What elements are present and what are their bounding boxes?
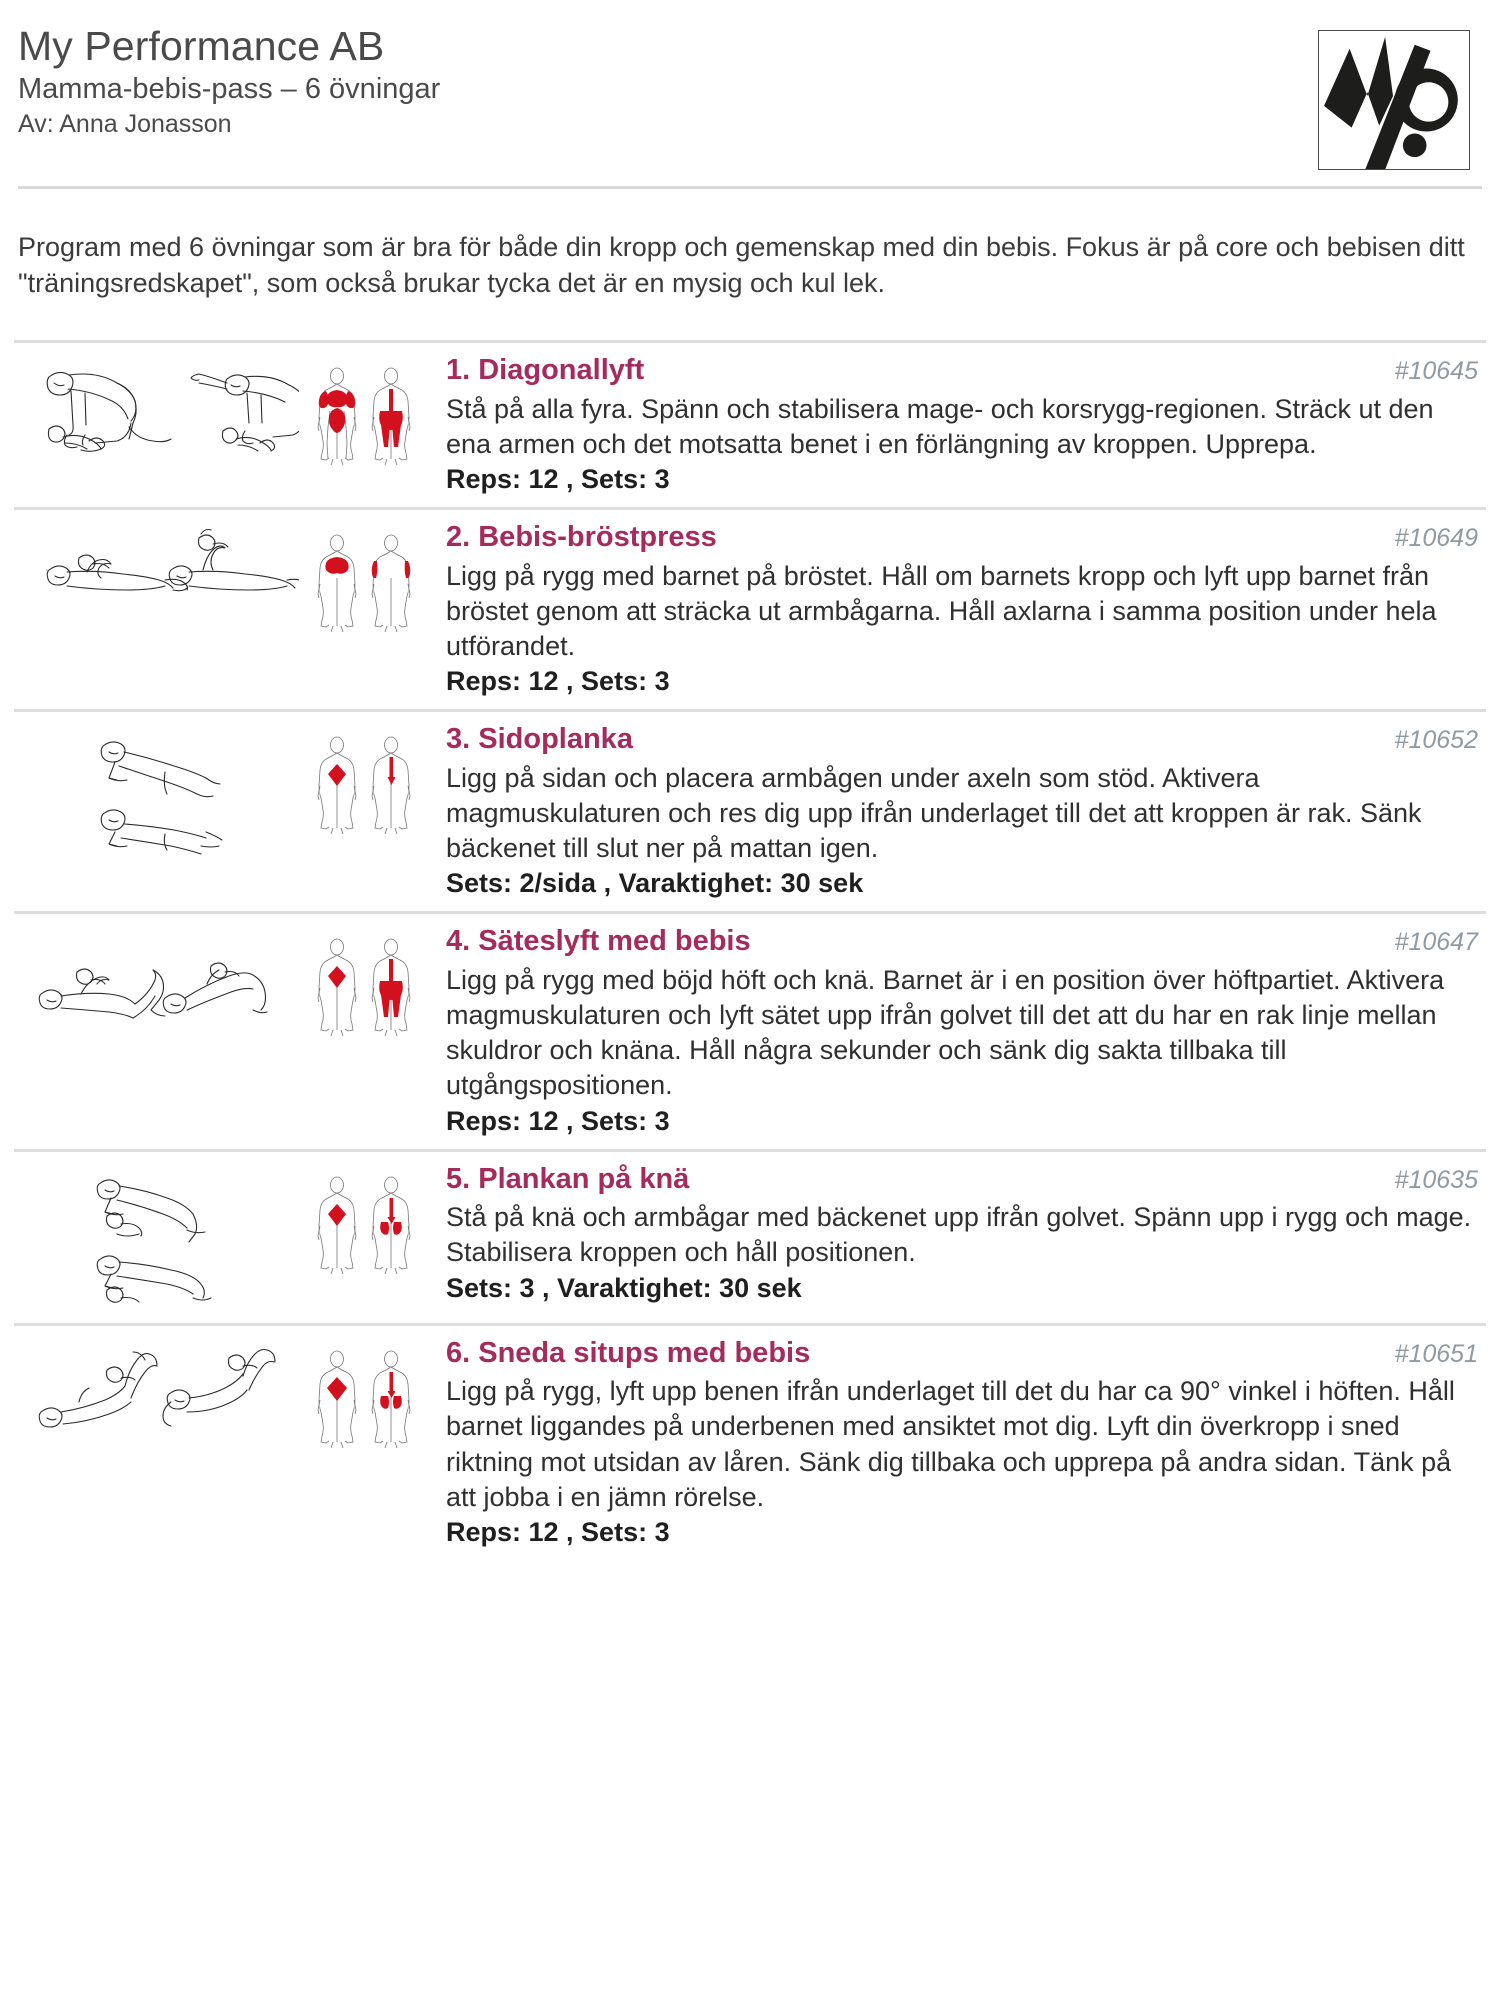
exercise-content bbox=[424, 924, 1486, 1136]
company-title: My Performance AB bbox=[18, 23, 385, 69]
exercise-figure-1 bbox=[14, 353, 304, 462]
exercise-figure-2 bbox=[14, 520, 304, 624]
exercise-meta: Reps: 12 , Sets: 3 bbox=[446, 1105, 670, 1136]
exercise-description: Ligg på rygg med barnet på bröstet. Håll om barnets kropp och lyft upp barnet från bröstet genom att sträcka ut armbågarna. Håll axlarna i samma position under hela utförandet. bbox=[446, 561, 1437, 662]
exercise-description: Ligg på rygg, lyft upp benen ifrån underlaget till det du har ca 90° vinkel i höften. Håll barnet liggandes på underbenen med ansiktet mot dig. Lyft din överkropp i sned riktning mot utsidan av låren. Sänk dig tillbaka och upprepa på andra sidan. Tänk på att jobba i en jämn rörelse. bbox=[446, 1376, 1455, 1512]
exercise-title: 3. Sidoplanka bbox=[446, 723, 633, 756]
exercise-title: 1. Diagonallyft bbox=[446, 354, 645, 387]
exercise-content bbox=[424, 722, 1486, 899]
exercise-figure-4 bbox=[14, 924, 304, 1038]
exercise-meta: Reps: 12 , Sets: 3 bbox=[446, 666, 670, 697]
exercise-list bbox=[14, 340, 1486, 1559]
exercise-description: Ligg på rygg med böjd höft och knä. Barnet är i en position över höftpartiet. Aktivera magmuskulaturen och lyft sätet upp ifrån golvet till det att du har en rak linje mellan skuldror och knäna. Håll några sekunder och sänk dig sakta tillbaka till utgångspositionen. bbox=[446, 965, 1445, 1101]
exercise-id: #10649 bbox=[1394, 524, 1478, 553]
my-monogram-icon bbox=[1319, 31, 1469, 169]
program-author: Av: Anna Jonasson bbox=[18, 109, 232, 138]
program-subtitle: Mamma-bebis-pass – 6 övningar bbox=[18, 72, 441, 105]
muscle-map-icon bbox=[309, 732, 419, 837]
exercise-content bbox=[424, 353, 1486, 495]
muscle-map-icon bbox=[309, 363, 419, 468]
company-logo bbox=[1318, 30, 1470, 170]
muscle-diagram-4 bbox=[304, 924, 424, 1039]
header-divider bbox=[18, 186, 1482, 189]
exercise-description: Stå på knä och armbågar med bäckenet upp ifrån golvet. Spänn upp i rygg och mage. Stabilisera kroppen och håll positionen. bbox=[446, 1202, 1472, 1268]
exercise-row bbox=[14, 1149, 1486, 1323]
muscle-map-icon bbox=[309, 530, 419, 635]
exercise-header bbox=[446, 1336, 1478, 1371]
exercise-description: Ligg på sidan och placera armbågen under axeln som stöd. Aktivera magmuskulaturen och res dig upp ifrån underlaget till det att kroppen är rak. Sänk bäckenet till slut ner på mattan igen. bbox=[446, 763, 1422, 864]
exercise-title: 2. Bebis-bröstpress bbox=[446, 521, 717, 554]
exercise-row bbox=[14, 1323, 1486, 1560]
exercise-header bbox=[446, 353, 1478, 388]
exercise-row bbox=[14, 340, 1486, 507]
exercise-content bbox=[424, 520, 1486, 697]
exercise-header bbox=[446, 722, 1478, 757]
exercise-id: #10651 bbox=[1394, 1339, 1478, 1368]
exercise-id: #10635 bbox=[1394, 1165, 1478, 1194]
header-text-block bbox=[14, 24, 440, 139]
exercise-meta: Reps: 12 , Sets: 3 bbox=[446, 1516, 670, 1547]
exercise-content bbox=[424, 1162, 1486, 1304]
exercise-meta: Sets: 3 , Varaktighet: 30 sek bbox=[446, 1272, 802, 1303]
muscle-diagram-1 bbox=[304, 353, 424, 468]
exercise-figure-3 bbox=[14, 722, 304, 876]
exercise-meta: Sets: 2/sida , Varaktighet: 30 sek bbox=[446, 868, 864, 899]
exercise-title: 6. Sneda situps med bebis bbox=[446, 1336, 811, 1369]
muscle-map-icon bbox=[309, 1172, 419, 1277]
exercise-id: #10647 bbox=[1394, 928, 1478, 957]
exercise-header bbox=[446, 1162, 1478, 1197]
exercise-title: 5. Plankan på knä bbox=[446, 1162, 690, 1195]
muscle-map-icon bbox=[309, 934, 419, 1039]
exercise-id: #10645 bbox=[1394, 357, 1478, 386]
exercise-figure-6 bbox=[14, 1336, 304, 1455]
exercise-row bbox=[14, 911, 1486, 1148]
exercise-content bbox=[424, 1336, 1486, 1548]
exercise-title: 4. Säteslyft med bebis bbox=[446, 925, 751, 958]
exercise-id: #10652 bbox=[1394, 726, 1478, 755]
muscle-diagram-6 bbox=[304, 1336, 424, 1451]
exercise-figure-5 bbox=[14, 1162, 304, 1311]
exercise-header bbox=[446, 520, 1478, 555]
exercise-row bbox=[14, 709, 1486, 911]
program-intro-text: Program med 6 övningar som är bra för både din kropp och gemenskap med din bebis. Fokus är på core och bebisen ditt "träningsredskapet", som också brukar tycka det är en mysig och kul lek. bbox=[18, 232, 1465, 298]
exercise-meta: Reps: 12 , Sets: 3 bbox=[446, 464, 670, 495]
exercise-description: Stå på alla fyra. Spänn och stabilisera mage- och korsrygg-regionen. Sträck ut den ena armen och det motsatta benet i en förlängning av kroppen. Upprepa. bbox=[446, 394, 1434, 460]
muscle-diagram-5 bbox=[304, 1162, 424, 1277]
document-header bbox=[14, 0, 1486, 170]
exercise-header bbox=[446, 924, 1478, 959]
muscle-diagram-3 bbox=[304, 722, 424, 837]
muscle-map-icon bbox=[309, 1346, 419, 1451]
exercise-row bbox=[14, 507, 1486, 709]
muscle-diagram-2 bbox=[304, 520, 424, 635]
